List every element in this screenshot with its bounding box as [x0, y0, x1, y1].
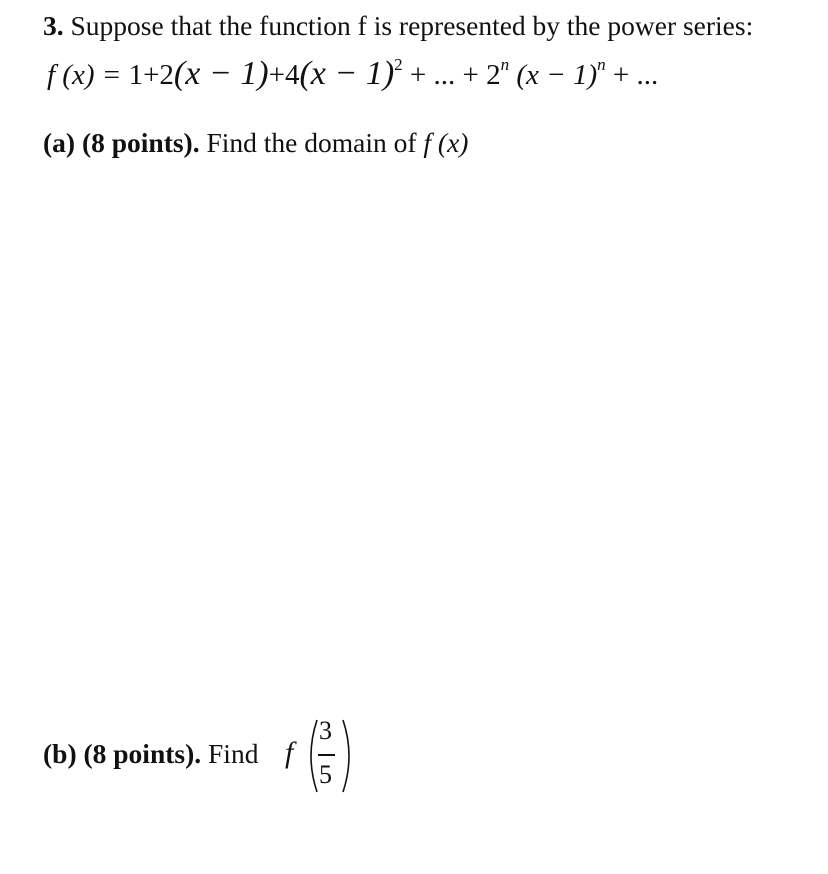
series-term: 1+ [128, 59, 160, 91]
fraction-denominator: 5 [319, 760, 332, 789]
series-term: (x − 1) [299, 55, 395, 92]
right-paren [343, 720, 349, 792]
part-a [43, 127, 468, 159]
part-a-text: Find the domain of [206, 127, 417, 158]
question-heading [43, 10, 753, 42]
part-b-label: (b) (8 points). [43, 738, 202, 769]
series-term: 4 [284, 59, 300, 91]
question-number: 3. [43, 10, 64, 41]
fraction-numerator: 3 [319, 716, 332, 745]
series-term: + ... + [402, 59, 487, 91]
series-term: (x − 1) [509, 59, 598, 91]
series-term: (x − 1) [173, 55, 269, 92]
part-a-expression: f (x) [423, 127, 469, 158]
power-series-equation [47, 55, 658, 93]
series-lhs: f (x) = [47, 59, 122, 91]
question-text: Suppose that the function f is represented by the power series: [70, 10, 754, 41]
series-exponent: n [500, 55, 510, 74]
series-exponent: 2 [394, 55, 403, 74]
part-b-text: Find [208, 738, 259, 769]
series-term: + ... [605, 59, 659, 91]
fraction-bar [318, 754, 335, 756]
left-paren [311, 720, 317, 792]
part-a-label: (a) (8 points). [43, 127, 200, 158]
part-b [43, 738, 258, 770]
series-exponent: n [597, 55, 606, 74]
series-term: + [268, 59, 285, 91]
series-term: 2 [486, 59, 501, 91]
series-term: 2 [159, 59, 174, 91]
part-b-function: f [285, 736, 294, 769]
fraction-parentheses [303, 716, 363, 796]
